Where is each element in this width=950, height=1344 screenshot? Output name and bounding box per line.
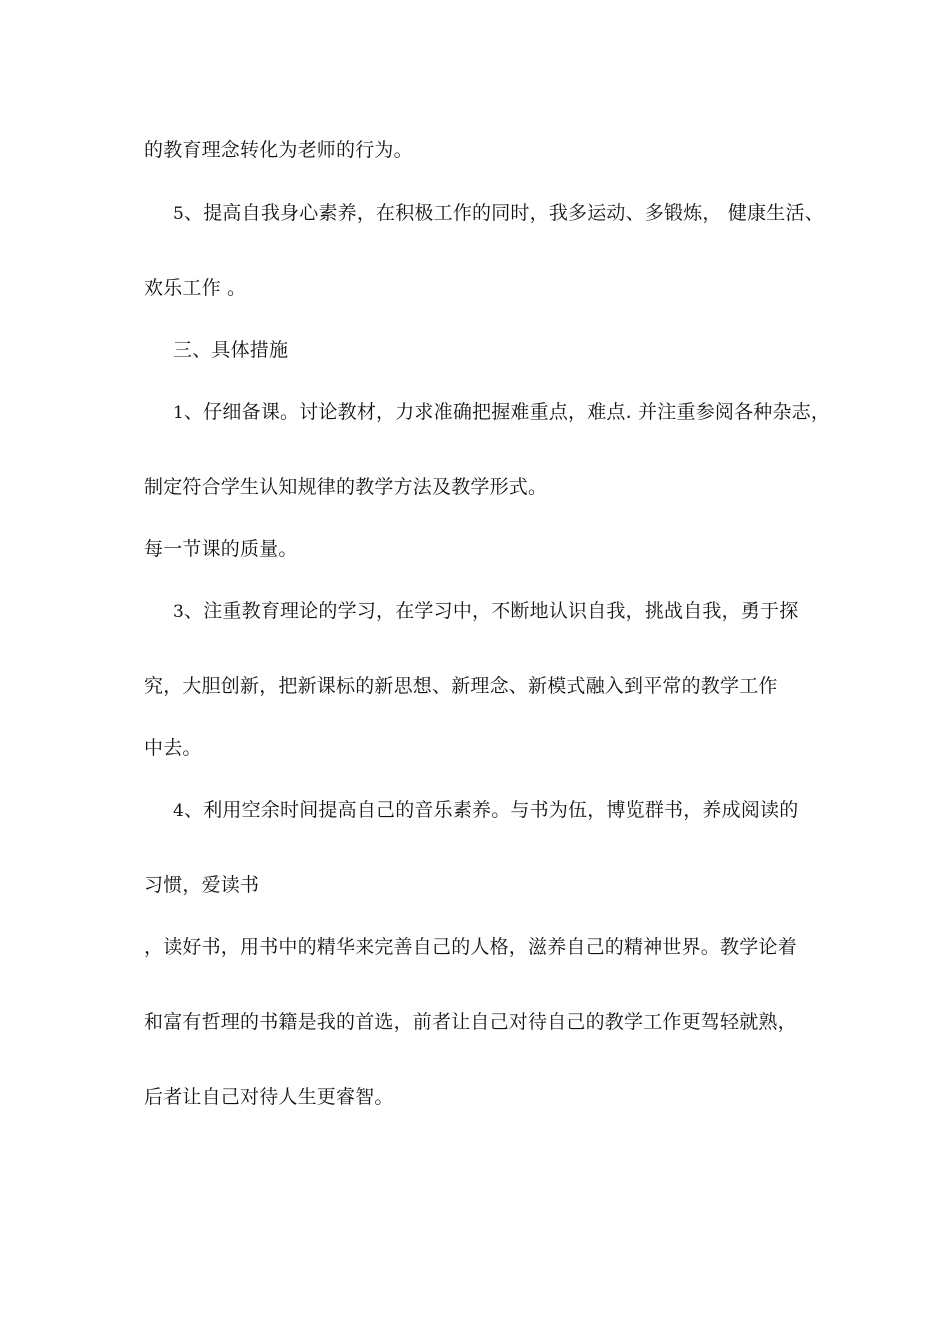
paragraph-line — [144, 475, 547, 499]
paragraph-line — [144, 276, 246, 300]
paragraph-line — [144, 1010, 797, 1034]
paragraph-line — [144, 1085, 394, 1109]
paragraph-line — [144, 537, 298, 561]
line-text: 、注重教育理论的学习，在学习中，不断地认识自我，挑战自我，勇于探 — [184, 600, 799, 622]
list-number: 4 — [173, 801, 185, 821]
line-text: 每一节课的质量。 — [144, 538, 298, 560]
paragraph-line — [144, 674, 778, 698]
line-text: 、提高自我身心素养，在积极工作的同时，我多运动、多锻炼， 健康生活、 — [184, 202, 824, 224]
line-text: 习惯，爱读书 — [144, 874, 260, 896]
line-text: 和富有哲理的书籍是我的首选，前者让自己对待自己的教学工作更驾轻就熟， — [144, 1011, 797, 1033]
paragraph-line — [144, 873, 259, 897]
line-text: ，读好书，用书中的精华来完善自己的人格，滋养自己的精神世界。教学论着 — [144, 936, 797, 958]
line-text: 欢乐工作 。 — [144, 277, 247, 299]
section-heading — [173, 338, 288, 362]
list-number: 5 — [173, 204, 185, 224]
paragraph-line — [144, 935, 797, 959]
line-text: 中去。 — [144, 737, 202, 759]
list-item-1 — [173, 400, 830, 425]
line-text: 后者让自己对待人生更睿智。 — [144, 1086, 394, 1108]
list-item-3 — [173, 599, 798, 624]
line-text: 、仔细备课。讨论教材，力求准确把握难重点，难点. 并注重参阅各种杂志， — [184, 401, 831, 423]
list-item-4 — [173, 798, 798, 823]
list-item-5 — [173, 201, 824, 226]
line-text: 、利用空余时间提高自己的音乐素养。与书为伍，博览群书，养成阅读的 — [184, 799, 799, 821]
heading-text: 三、具体措施 — [173, 339, 289, 361]
list-number: 1 — [173, 403, 185, 423]
list-number: 3 — [173, 602, 185, 622]
line-text: 的教育理念转化为老师的行为。 — [144, 139, 413, 161]
paragraph-line — [144, 736, 202, 760]
line-text: 究，大胆创新，把新课标的新思想、新理念、新模式融入到平常的教学工作 — [144, 675, 778, 697]
paragraph-line — [144, 138, 413, 162]
line-text: 制定符合学生认知规律的教学方法及教学形式。 — [144, 476, 548, 498]
